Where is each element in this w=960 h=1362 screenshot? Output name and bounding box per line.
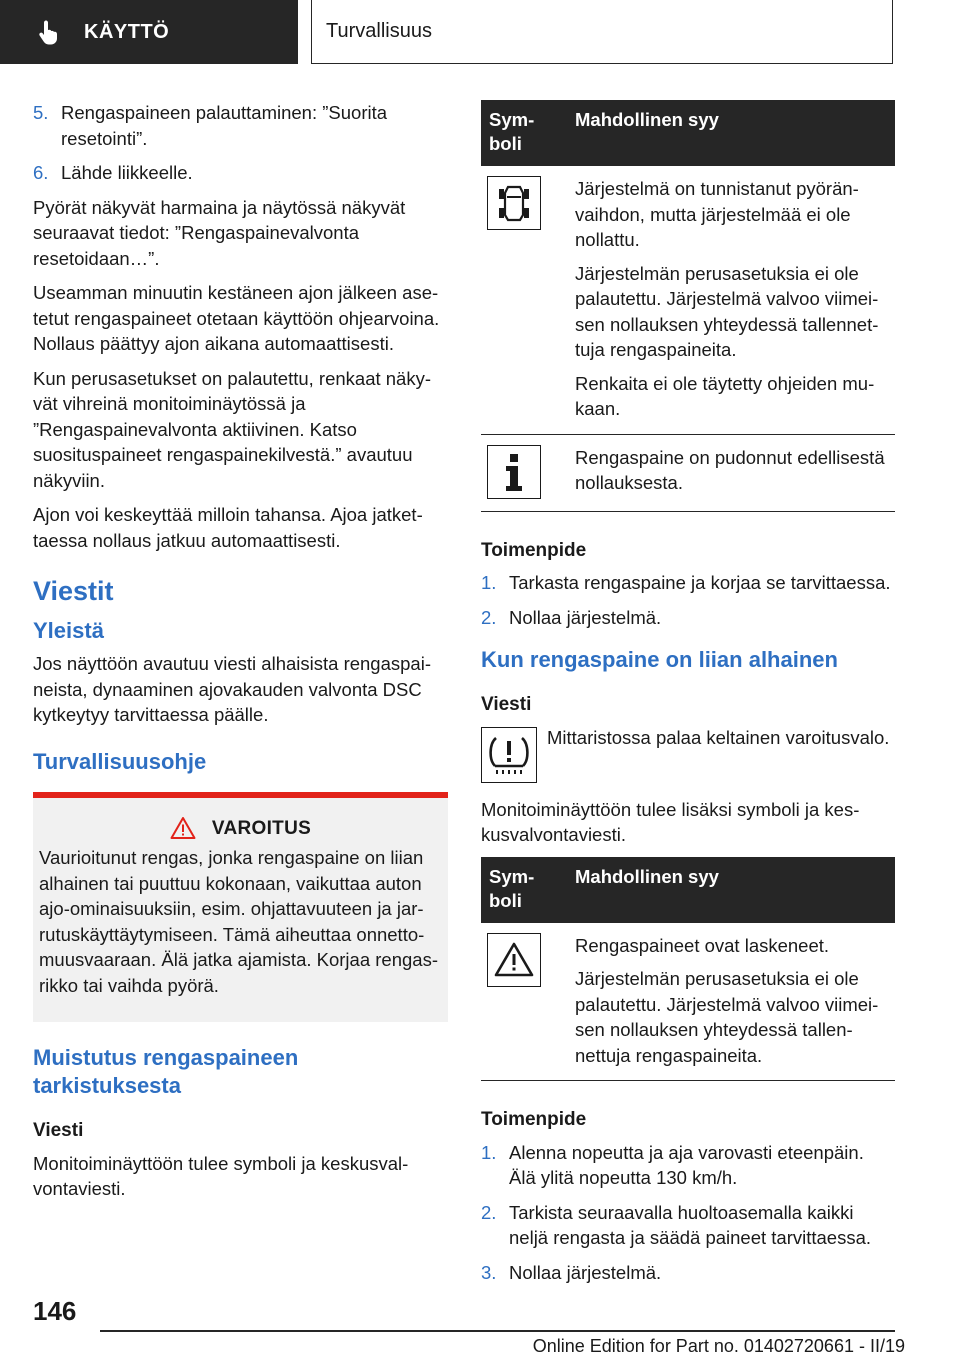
right-column bbox=[481, 100, 895, 1294]
page-number: 146 bbox=[33, 1296, 77, 1326]
table-row bbox=[481, 434, 895, 511]
cause-text: Rengaspaineet ovat laskeneet. bbox=[575, 934, 830, 956]
table-row bbox=[481, 923, 895, 1081]
paragraph: Kun perusasetukset on palautettu, renkaat näkyvät vihreinä monitoiminäytössä ja ”Rengaspainevalvonta aktiivinen. Katso suosituspaineet rengaspainekilvestä.” avautuu näkyviin. bbox=[33, 367, 432, 491]
table-row bbox=[481, 166, 895, 434]
cause-text: Renkaita ei ole täytetty ohjeiden mukaan. bbox=[575, 372, 875, 419]
step-number: 2. bbox=[481, 1201, 497, 1223]
section-tab bbox=[0, 0, 298, 64]
paragraph: Jos näyttöön avautuu viesti alhaisista rengaspaineista, dynaaminen ajovakauden valvonta DSC kytkeytyy tarvittaessa päälle. bbox=[33, 653, 431, 725]
paragraph: Monitoiminäyttöön tulee lisäksi symboli ja keskusvalvontaviesti. bbox=[481, 798, 860, 845]
info-icon bbox=[494, 450, 534, 494]
step-text: Nollaa järjestelmä. bbox=[509, 606, 662, 628]
step-number: 5. bbox=[33, 102, 49, 123]
step-number: 1. bbox=[481, 1141, 497, 1163]
heading-alhainen: Kun rengaspaine on liian alhainen bbox=[481, 647, 838, 672]
symbol-cell bbox=[487, 933, 541, 987]
list-item bbox=[481, 570, 895, 596]
heading-viesti: Viesti bbox=[33, 1120, 84, 1141]
paragraph: Pyörät näkyvät harmaina ja näytössä näkyvät seuraavat tiedot: ”Rengaspainevalvonta resetoidaan…”. bbox=[33, 196, 406, 269]
message-row bbox=[481, 725, 895, 783]
breadcrumb-label: Turvallisuus bbox=[326, 20, 432, 42]
step-number: 2. bbox=[481, 606, 497, 628]
heading-turvallisuusohje: Turvallisuusohje bbox=[33, 748, 207, 774]
heading-toimenpide: Toimenpide bbox=[481, 1109, 587, 1130]
warning-header bbox=[39, 816, 442, 842]
heading-muistutus: Muistutus rengaspaineen tarkistuksesta bbox=[33, 1045, 299, 1098]
step-text: Tarkasta rengaspaine ja korjaa se tarvittaessa. bbox=[509, 572, 891, 593]
warning-title: VAROITUS bbox=[211, 817, 312, 839]
list-item bbox=[33, 100, 448, 151]
tire-pressure-warning-icon bbox=[485, 732, 533, 778]
step-number: 1. bbox=[481, 572, 497, 593]
step-number: 3. bbox=[481, 1261, 497, 1283]
symbol-cell bbox=[481, 727, 537, 783]
hand-pointer-icon bbox=[38, 19, 62, 45]
heading-viesti: Viesti bbox=[481, 694, 532, 715]
paragraph: Monitoiminäyttöön tulee symboli ja keskusvalvontaviesti. bbox=[33, 1152, 409, 1199]
step-text: Lähde liikkeelle. bbox=[61, 162, 193, 183]
paragraph: Useamman minuutin kestäneen ajon jälkeen asetetut rengaspaineet otetaan käyttöön ohjearvoina. Nollaus päättyy ajon aikana automaattisesti. bbox=[33, 282, 440, 354]
column-header-symbol: Symboli bbox=[481, 857, 567, 923]
list-item bbox=[481, 1200, 895, 1251]
list-item bbox=[481, 1260, 895, 1286]
step-text: Tarkista seuraavalla huoltoasemalla kaikki neljä rengasta ja säädä paineet tarvittaessa. bbox=[509, 1201, 872, 1248]
heading-viestit: Viestit bbox=[33, 576, 114, 606]
heading-toimenpide: Toimenpide bbox=[481, 539, 587, 561]
symbol-table bbox=[481, 100, 895, 512]
symbol-cell bbox=[487, 176, 541, 230]
step-text: Nollaa järjestelmä. bbox=[509, 1261, 662, 1283]
step-text: Alenna nopeutta ja aja varovasti eteenpäin. Älä ylitä nopeutta 130 km/h. bbox=[509, 1141, 864, 1188]
warning-triangle-icon bbox=[492, 940, 536, 980]
cause-text: Rengaspaine on pudonnut edellisestä nollauksesta. bbox=[575, 446, 885, 493]
warning-triangle-icon bbox=[170, 816, 196, 840]
list-item bbox=[481, 605, 895, 631]
column-header-cause: Mahdollinen syy bbox=[567, 857, 895, 923]
column-header-symbol: Symboli bbox=[481, 100, 567, 166]
symbol-table bbox=[481, 857, 895, 1082]
section-title: KÄYTTÖ bbox=[84, 20, 170, 43]
step-text: Rengaspaineen palauttaminen: ”Suorita resetointi”. bbox=[61, 102, 388, 149]
warning-box bbox=[33, 792, 448, 1023]
car-tires-icon bbox=[494, 181, 534, 225]
step-number: 6. bbox=[33, 162, 49, 183]
breadcrumb bbox=[311, 0, 893, 64]
footer-divider bbox=[100, 1330, 895, 1332]
edition-label: Online Edition for Part no. 01402720661 - II/19 bbox=[532, 1336, 905, 1356]
paragraph: Ajon voi keskeyttää milloin tahansa. Ajoa jatkettaessa nollaus jatkuu automaattisesti. bbox=[33, 504, 423, 551]
message-text: Mittaristossa palaa keltainen varoitusvalo. bbox=[547, 726, 890, 748]
column-header-cause: Mahdollinen syy bbox=[567, 100, 895, 166]
heading-yleista: Yleistä bbox=[33, 618, 104, 643]
warning-text: Vaurioitunut rengas, jonka rengaspaine on liian alhainen tai puuttuu kokonaan, vaikuttaa auton ajo-ominaisuuksiin, esim. ohjattavuuteen ja jarrutuskäyttäytymiseen. Tämä aiheuttaa onnettomuusvaaraan. Älä jatka ajamista. Korjaa rengasrikko tai vaihda pyörä. bbox=[39, 847, 438, 996]
left-column bbox=[33, 100, 448, 1211]
list-item bbox=[481, 1140, 895, 1191]
cause-text: Järjestelmän perusasetuksia ei ole palautettu. Järjestelmä valvoo viimeisen nollauksen yhteydessä tallennettuja rengaspaineita. bbox=[575, 968, 879, 1066]
symbol-cell bbox=[487, 445, 541, 499]
list-item bbox=[33, 160, 448, 186]
cause-text: Järjestelmä on tunnistanut pyöränvaihdon, mutta järjestelmää ei ole nollattu. bbox=[575, 178, 859, 250]
cause-text: Järjestelmän perusasetuksia ei ole palautettu. Järjestelmä valvoo viimeisen nollauksen yhteydessä tallennettuja rengaspaineita. bbox=[575, 262, 879, 360]
